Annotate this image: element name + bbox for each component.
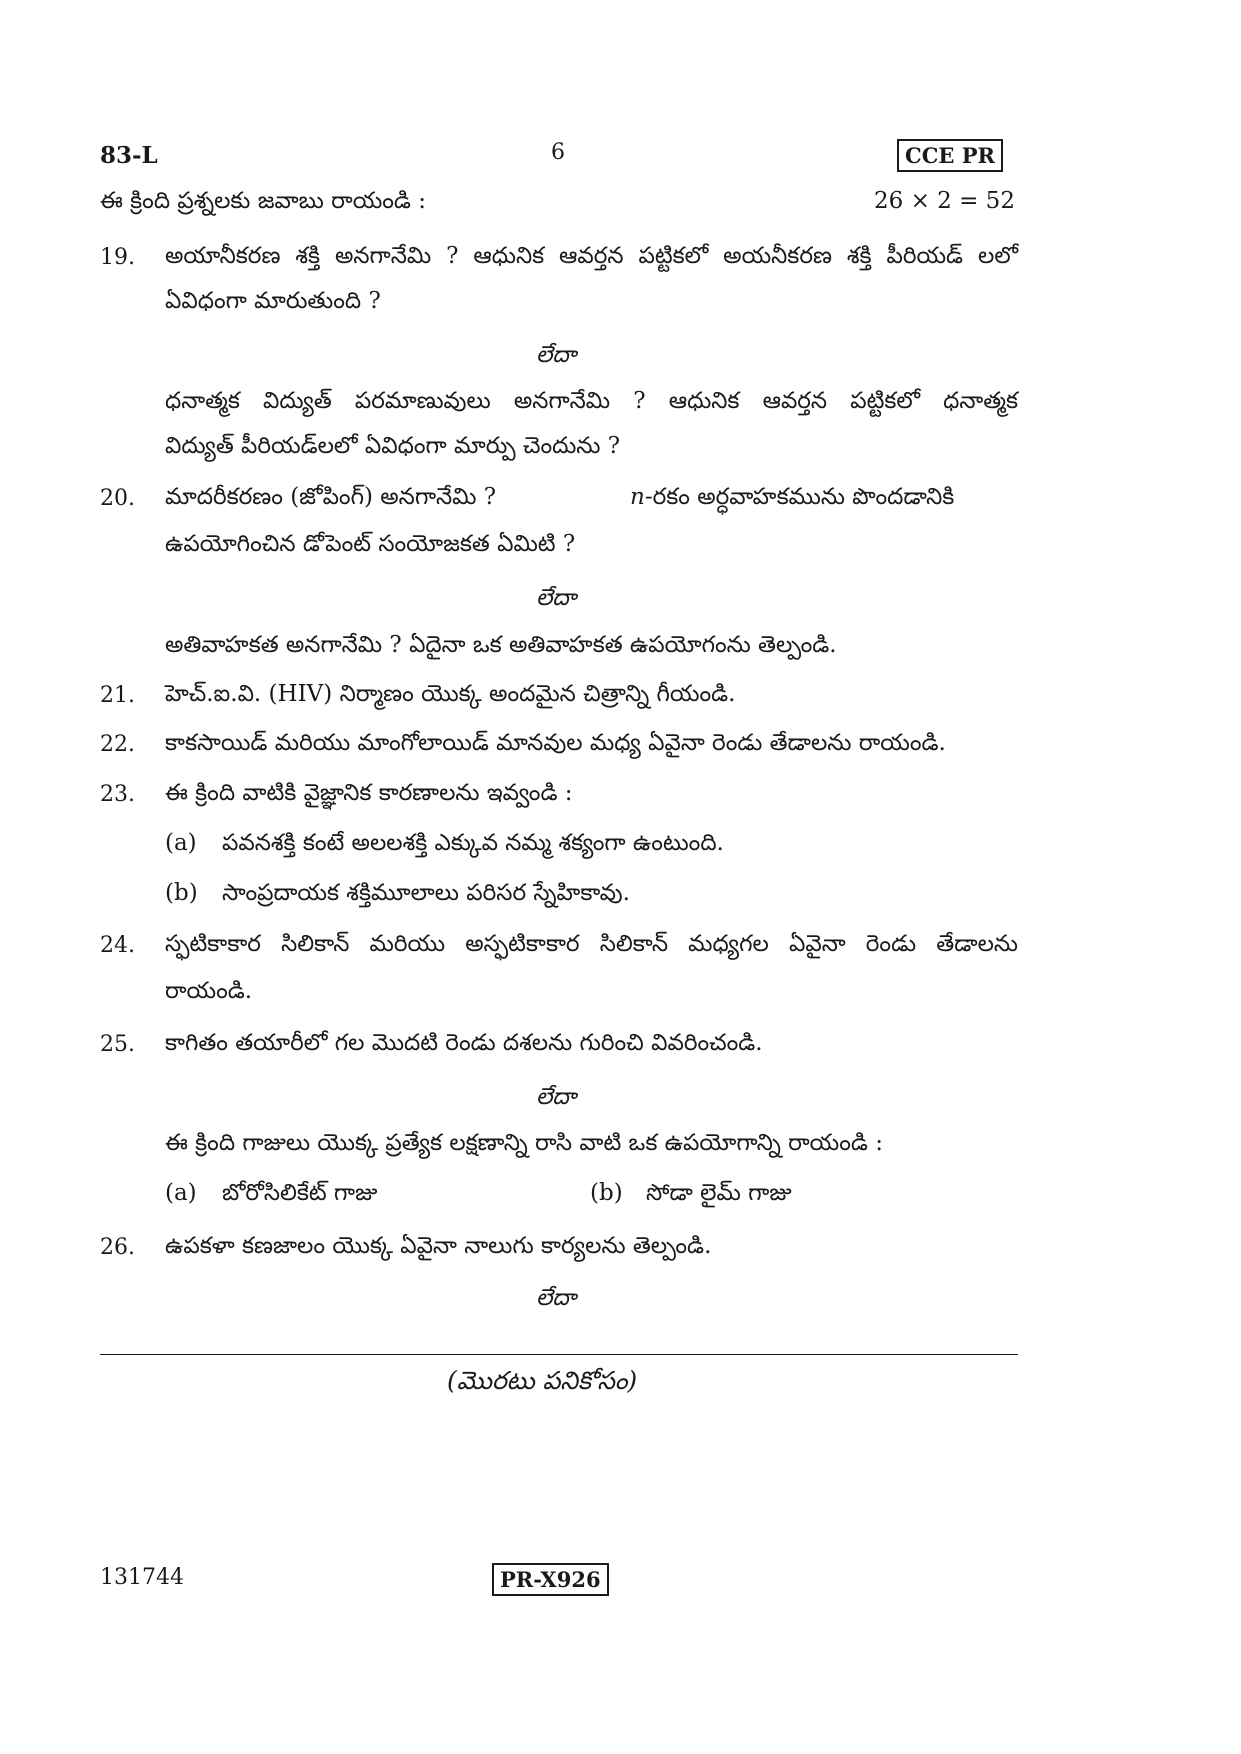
question-number-23: 23. bbox=[100, 782, 135, 807]
or-separator: లేదా bbox=[536, 1285, 577, 1311]
or-separator: లేదా bbox=[536, 1084, 577, 1110]
question-25-a-label: (a) bbox=[165, 1180, 197, 1206]
page-number: 6 bbox=[551, 140, 565, 165]
question-19-alt-line-1: ధనాత్మక విద్యుత్ పరమాణువులు అనగానేమి ? ఆధునిక ఆవర్తన పట్టికలో ధనాత్మక bbox=[165, 388, 1018, 414]
question-23-a-label: (a) bbox=[165, 830, 197, 856]
serial-number: 131744 bbox=[100, 1565, 184, 1590]
paper-code-box: PR-X926 bbox=[492, 1563, 609, 1596]
question-number-22: 22. bbox=[100, 732, 135, 757]
question-25-b-text: సోడా లైమ్ గాజు bbox=[646, 1180, 792, 1206]
question-20-alt-line-1: అతివాహకత అనగానేమి ? ఏదైనా ఒక అతివాహకత ఉపయోగంను తెల్పండి. bbox=[165, 632, 837, 658]
question-number-24: 24. bbox=[100, 933, 135, 958]
section-instruction: ఈ క్రింది ప్రశ్నలకు జవాబు రాయండి : bbox=[100, 188, 427, 214]
question-number-19: 19. bbox=[100, 245, 135, 270]
question-26-line-1: ఉపకళా కణజాలం యొక్క ఏవైనా నాలుగు కార్యలను తెల్పండి. bbox=[165, 1233, 712, 1259]
or-separator: లేదా bbox=[536, 585, 577, 611]
question-23-a-text: పవనశక్తి కంటే అలలశక్తి ఎక్కువ నమ్మ శక్యంగా ఉంటుంది. bbox=[222, 830, 724, 856]
question-25-b-label: (b) bbox=[590, 1180, 623, 1206]
page-divider bbox=[100, 1354, 1018, 1355]
question-24-line-2: రాయండి. bbox=[165, 978, 253, 1004]
question-20-line-1b: -రకం అర్ధవాహకమును పొందడానికి bbox=[644, 484, 955, 510]
or-separator: లేదా bbox=[536, 342, 577, 368]
question-22-line-1: కాకసాయిడ్ మరియు మాంగోలాయిడ్ మానవుల మధ్య ఏవైనా రెండు తేడాలను రాయండి. bbox=[165, 730, 946, 756]
question-20-line-1b-wrap bbox=[630, 486, 954, 509]
paper-code: 83-L bbox=[100, 142, 158, 169]
question-20-line-1a: మాదరీకరణం (జోపింగ్) అనగానేమి ? bbox=[165, 484, 497, 510]
question-25-alt-line-1: ఈ క్రింది గాజులు యొక్క ప్రత్యేక లక్షణాన్ని రాసి వాటి ఒక ఉపయోగాన్ని రాయండి : bbox=[165, 1130, 883, 1156]
question-number-20: 20. bbox=[100, 486, 135, 511]
rough-work-note: (మొరటు పనికోసం) bbox=[447, 1366, 638, 1395]
question-23-b-text: సాంప్రదాయక శక్తిమూలాలు పరిసర స్నేహికావు. bbox=[222, 880, 630, 906]
n-italic: n bbox=[630, 484, 645, 510]
question-number-26: 26. bbox=[100, 1235, 135, 1260]
question-23-b-label: (b) bbox=[165, 880, 198, 906]
question-23-line-1: ఈ క్రింది వాటికి వైజ్ఞానిక కారణాలను ఇవ్వండి : bbox=[165, 780, 573, 806]
question-25-a-text: బోరోసిలికేట్ గాజు bbox=[222, 1180, 378, 1206]
question-24-line-1: స్ఫటికాకార సిలికాన్ మరియు అస్ఫటికాకార సిలికాన్ మధ్యగల ఏవైనా రెండు తేడాలను bbox=[165, 931, 1018, 957]
question-21-line-1: హెచ్.ఐ.వి. (HIV) నిర్మాణం యొక్క అందమైన చిత్రాన్ని గీయండి. bbox=[165, 681, 736, 707]
question-20-line-2: ఉపయోగించిన డోపెంట్ సంయోజకత ఏమిటి ? bbox=[165, 531, 576, 557]
question-19-line-1: అయానీకరణ శక్తి అనగానేమి ? ఆధునిక ఆవర్తన పట్టికలో అయనీకరణ శక్తి పీరియడ్ లలో bbox=[165, 243, 1018, 269]
question-19-alt-line-2: విద్యుత్ పీరియడ్‌లలో ఏవిధంగా మార్పు చెందును ? bbox=[165, 433, 621, 459]
section-marks: 26 × 2 = 52 bbox=[874, 188, 1015, 214]
question-25-line-1: కాగితం తయారీలో గల మొదటి రెండు దశలను గురించి వివరించండి. bbox=[165, 1030, 763, 1056]
question-number-25: 25. bbox=[100, 1032, 135, 1057]
course-code-box: CCE PR bbox=[897, 139, 1003, 172]
question-19-line-2: ఏవిధంగా మారుతుంది ? bbox=[165, 288, 381, 314]
question-number-21: 21. bbox=[100, 683, 135, 708]
